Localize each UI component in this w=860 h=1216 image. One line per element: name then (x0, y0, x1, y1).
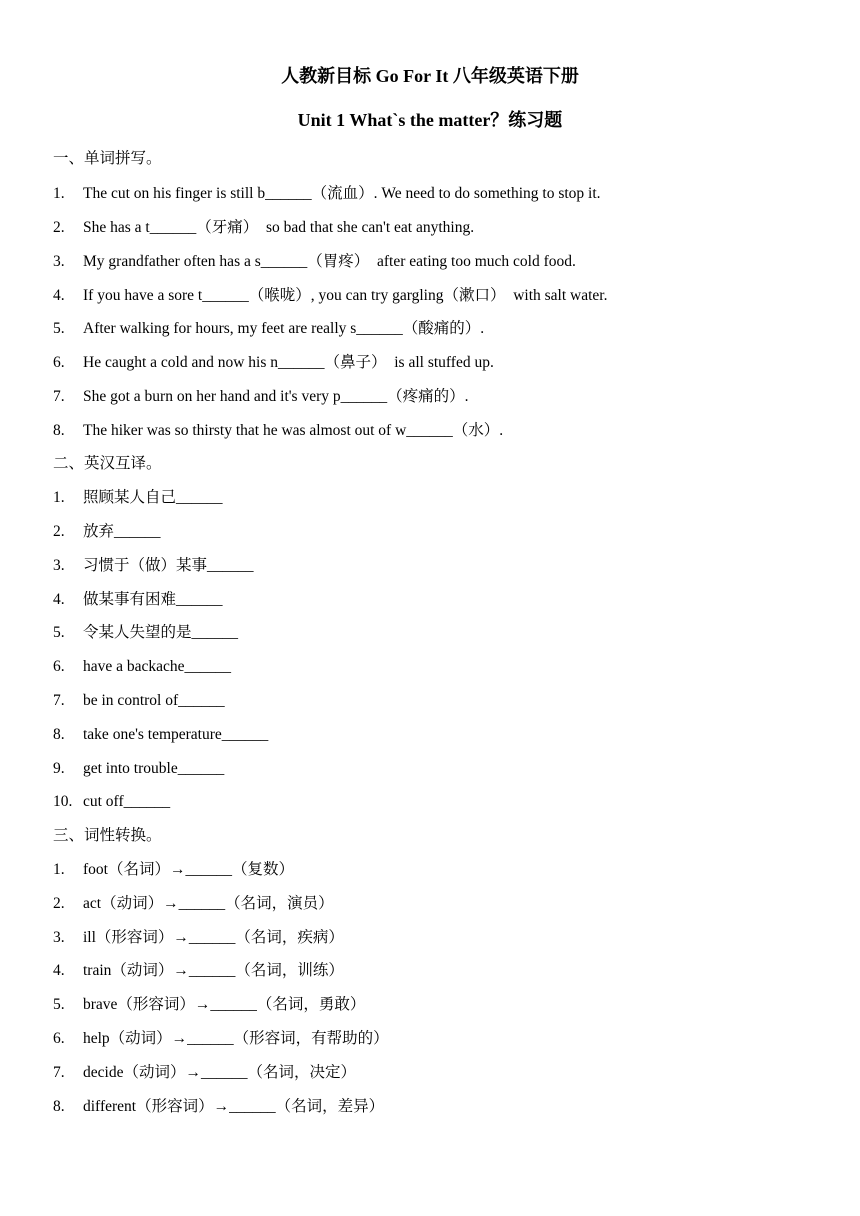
item-text: foot（名词）→______（复数） (83, 861, 294, 878)
item-text: take one's temperature______ (83, 726, 269, 743)
item-number: 2. (53, 895, 65, 912)
exercise-item (53, 488, 223, 508)
item-text: If you have a sore t______（喉咙）, you can try gargling（漱口） with salt water. (83, 287, 608, 304)
item-number: 8. (53, 726, 65, 743)
item-number: 3. (53, 557, 65, 574)
item-number: 6. (53, 658, 65, 675)
item-text: brave（形容词）→______（名词，勇敢） (83, 996, 366, 1013)
item-text: The hiker was so thirsty that he was almost out of w______（水）. (83, 422, 504, 439)
exercise-item (53, 1063, 356, 1083)
item-number: 4. (53, 591, 65, 608)
exercise-item (53, 860, 294, 880)
item-number: 4. (53, 287, 65, 304)
exercise-item (53, 319, 484, 339)
exercise-item (53, 252, 576, 272)
item-text: have a backache______ (83, 658, 232, 675)
item-number: 6. (53, 1030, 65, 1047)
item-text: 令某人失望的是______ (83, 624, 239, 641)
exercise-item (53, 759, 224, 779)
item-number: 8. (53, 422, 65, 439)
exercise-item (53, 995, 365, 1015)
exercise-item (53, 691, 225, 711)
item-text: cut off______ (83, 793, 171, 810)
item-number: 5. (53, 320, 65, 337)
exercise-item (53, 657, 231, 677)
item-text: 放弃______ (83, 523, 161, 540)
item-number: 7. (53, 692, 65, 709)
item-text: The cut on his finger is still b______（流血）. We need to do something to stop it. (83, 185, 601, 202)
item-text: decide（动词）→______（名词，决定） (83, 1064, 356, 1081)
item-text: ill（形容词）→______（名词，疾病） (83, 929, 344, 946)
exercise-item (53, 792, 170, 812)
exercise-item (53, 218, 474, 238)
item-text: different（形容词）→______（名词，差异） (83, 1098, 385, 1115)
item-number: 5. (53, 996, 65, 1013)
exercise-item (53, 353, 494, 373)
item-text: be in control of______ (83, 692, 225, 709)
item-text: 习惯于（做）某事______ (83, 557, 254, 574)
item-number: 3. (53, 253, 65, 270)
exercise-item (53, 590, 223, 610)
item-text: get into trouble______ (83, 760, 225, 777)
item-text: My grandfather often has a s______（胃疼） after eating too much cold food. (83, 253, 576, 270)
section-heading-spelling: 一、单词拼写。 (53, 150, 162, 167)
item-number: 7. (53, 1064, 65, 1081)
exercise-item (53, 387, 469, 407)
exercise-item (53, 894, 334, 914)
item-number: 1. (53, 489, 65, 506)
item-text: act（动词）→______（名词，演员） (83, 895, 334, 912)
item-text: 照顾某人自己______ (83, 489, 223, 506)
item-number: 1. (53, 861, 65, 878)
item-text: 做某事有困难______ (83, 591, 223, 608)
exercise-item (53, 522, 161, 542)
item-number: 6. (53, 354, 65, 371)
exercise-item (53, 1097, 384, 1117)
exercise-item (53, 184, 601, 204)
exercise-item (53, 725, 268, 745)
exercise-item (53, 556, 254, 576)
document-subtitle: Unit 1 What`s the matter？练习题 (297, 110, 563, 130)
exercise-item (53, 928, 344, 948)
item-number: 3. (53, 929, 65, 946)
section-heading-word-forms: 三、词性转换。 (53, 827, 162, 844)
item-number: 1. (53, 185, 65, 202)
item-number: 2. (53, 219, 65, 236)
item-number: 5. (53, 624, 65, 641)
exercise-item (53, 623, 238, 643)
item-number: 8. (53, 1098, 65, 1115)
item-text: She got a burn on her hand and it's very p______（疼痛的）. (83, 388, 469, 405)
section-heading-translation: 二、英汉互译。 (53, 455, 162, 472)
exercise-item (53, 286, 607, 306)
item-number: 9. (53, 760, 65, 777)
document-title: 人教新目标 Go For It 八年级英语下册 (281, 66, 579, 86)
exercise-item (53, 421, 503, 441)
item-text: train（动词）→______（名词，训练） (83, 962, 344, 979)
item-text: help（动词）→______（形容词，有帮助的） (83, 1030, 389, 1047)
item-text: After walking for hours, my feet are really s______（酸痛的）. (83, 320, 485, 337)
exercise-item (53, 1029, 389, 1049)
item-number: 7. (53, 388, 65, 405)
item-number: 2. (53, 523, 65, 540)
item-text: He caught a cold and now his n______（鼻子） is all stuffed up. (83, 354, 494, 371)
item-text: She has a t______（牙痛） so bad that she can't eat anything. (83, 219, 475, 236)
exercise-item (53, 961, 344, 981)
item-number: 4. (53, 962, 65, 979)
item-number: 10. (53, 793, 73, 810)
